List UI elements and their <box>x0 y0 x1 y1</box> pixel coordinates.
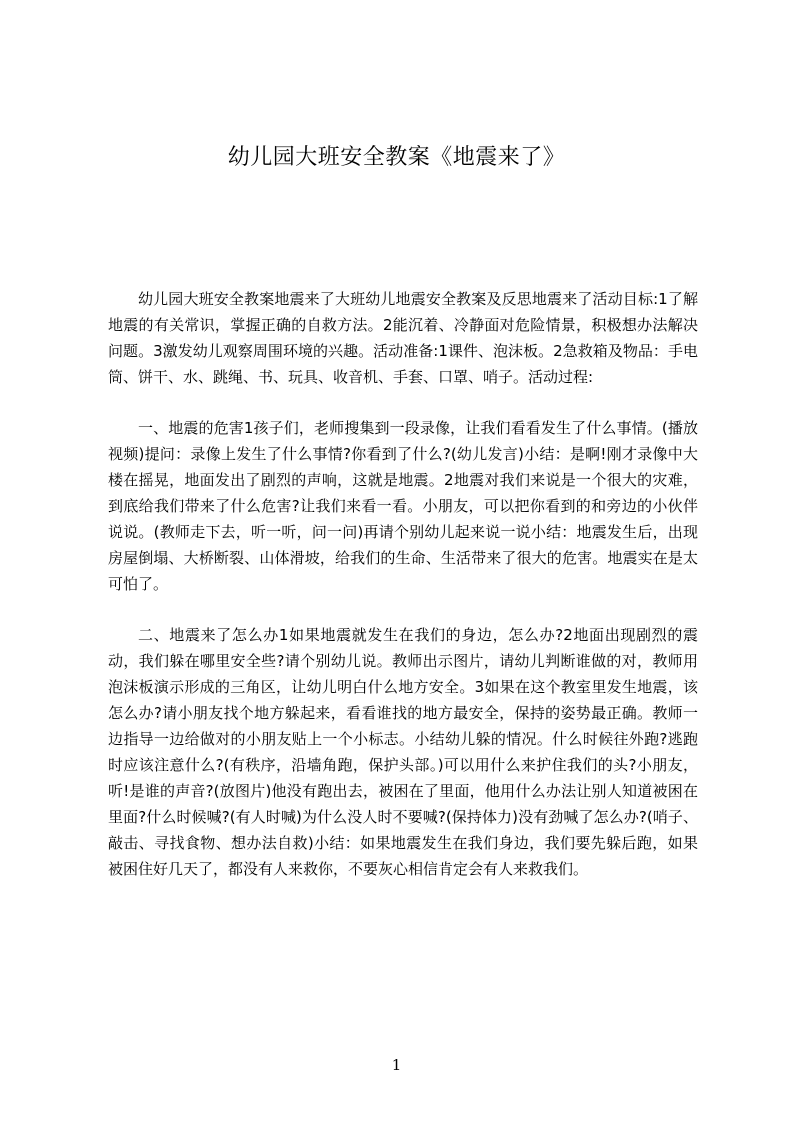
page-number: 1 <box>391 1056 402 1074</box>
document-title: 幼儿园大班安全教案《地震来了》 <box>227 145 566 170</box>
paragraph-intro: 幼儿园大班安全教案地震来了大班幼儿地震安全教案及反思地震来了活动目标:1了解地震的有关常识，掌握正确的自救方法。2能沉着、冷静面对危险情景，积极想办法解决问题。3激发幼儿观察周围环境的兴趣。活动准备:1课件、泡沫板。2急救箱及物品：手电筒、饼干、水、跳绳、书、玩具、收音机、手套、口罩、哨子。活动过程: <box>108 290 698 386</box>
paragraph-section-two: 二、地震来了怎么办1如果地震就发生在我们的身边，怎么办?2地面出现剧烈的震动，我们躲在哪里安全些?请个别幼儿说。教师出示图片，请幼儿判断谁做的对，教师用泡沫板演示形成的三角区，让幼儿明白什么地方安全。3如果在这个教室里发生地震，该怎么办?请小朋友找个地方躲起来，看看谁找的地方最安全，保持的姿势最正确。教师一边指导一边给做对的小朋友贴上一个小标志。小结幼儿躲的情况。什么时候往外跑?逃跑时应该注意什么?(有秩序，沿墙角跑，保护头部。)可以用什么来护住我们的头?小朋友，听!是谁的声音?(放图片)他没有跑出去，被困在了里面，他用什么办法让别人知道被困在里面?什么时候喊?(有人时喊)为什么没人时不要喊?(保持体力)没有劲喊了怎么办?(哨子、敲击、寻找食物、想办法自救)小结：如果地震发生在我们身边，我们要先躲后跑，如果被困住好几天了，都没有人来救你，不要灰心相信肯定会有人来救我们。 <box>108 626 698 878</box>
document-body <box>108 286 698 907</box>
paragraph-section-one: 一、地震的危害1孩子们，老师搜集到一段录像，让我们看看发生了什么事情。(播放视频)提问：录像上发生了什么事情?你看到了什么?(幼儿发言)小结：是啊!刚才录像中大楼在摇晃，地面发出了剧烈的声响，这就是地震。2地震对我们来说是一个很大的灾难，到底给我们带来了什么危害?让我们来看一看。小朋友，可以把你看到的和旁边的小伙伴说说。(教师走下去，听一听，问一问)再请个别幼儿起来说一说小结：地震发生后，出现房屋倒塌、大桥断裂、山体滑坡，给我们的生命、生活带来了很大的危害。地震实在是太可怕了。 <box>108 419 698 593</box>
